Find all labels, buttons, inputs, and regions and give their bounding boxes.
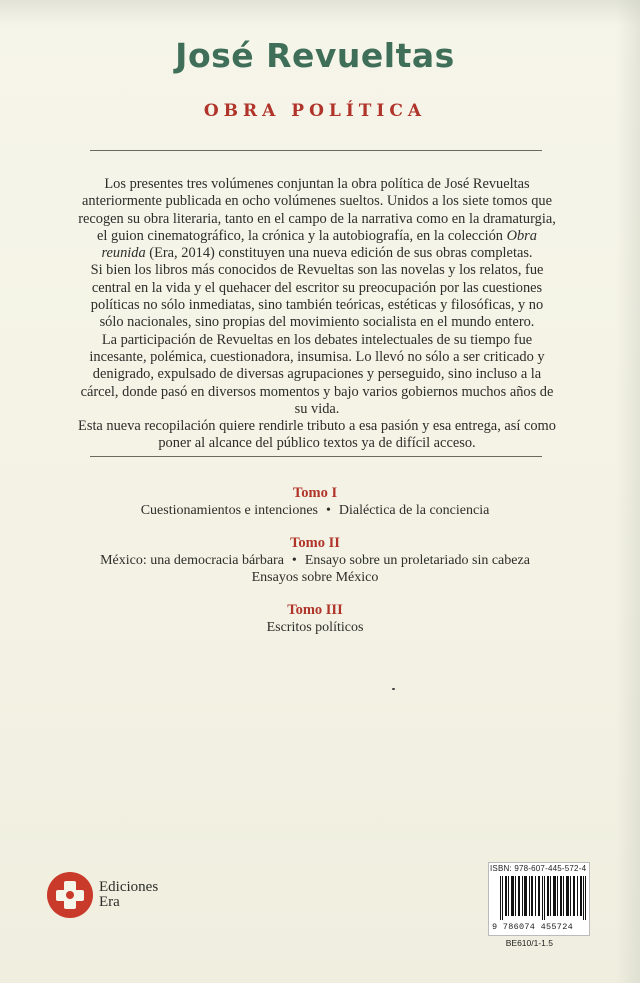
volume-title: Escritos políticos xyxy=(266,619,364,635)
paragraph-4: Esta nueva recopilación quiere rendirle tributo a esa pasión y esa entrega, así como poner al alcance del público textos ya de difícil acceso. xyxy=(78,418,556,452)
volume-2-titles xyxy=(0,552,630,570)
ediciones-era-logo-icon xyxy=(47,872,93,918)
publisher-imprint xyxy=(47,872,158,918)
description-text xyxy=(78,176,556,453)
bullet-separator: • xyxy=(291,552,297,568)
volume-title: Ensayos sobre México xyxy=(251,570,379,585)
volume-title: Ensayo sobre un proletariado sin cabeza xyxy=(304,552,530,568)
volume-2 xyxy=(0,534,630,587)
paragraph-1: Los presentes tres volúmenes conjuntan la obra política de José Revueltas anteriormente publicada en ocho volúmenes sueltos. Unidos a los siete tomos que recogen su obra literaria, tanto en el campo de la narrativa como en la dramaturgia, el guion cinematográfico, la crónica y la autobiografía, en la colección Obra reunida (Era, 2014) constituyen una nueva edición de sus obras completas. xyxy=(78,176,556,262)
barcode-digits: 9 786074 455724 xyxy=(492,922,574,932)
publisher-name: Ediciones Era xyxy=(99,878,159,910)
paragraph-2: Si bien los libros más conocidos de Revueltas son las novelas y los relatos, fue central en la vida y el quehacer del escritor su preocupación por las cuestiones políticas no sólo inmediatas, sino también teóricas, estéticas y filosóficas, y no sólo nacionales, sino propias del movimiento socialista en el mundo entero. xyxy=(90,262,544,331)
barcode-icon xyxy=(500,876,586,920)
volume-title: Dialéctica de la conciencia xyxy=(338,503,490,518)
volume-title: México: una democracia bárbara xyxy=(100,552,284,568)
paragraph-3: La participación de Revueltas en los debates intelectuales de su tiempo fue incesante, polémica, cuestionadora, insumisa. Lo llevó no sólo a ser criticado y denigrado, expulsado de diversas agrupaciones y perseguido, sino incluso a la cárcel, donde pasó en diversos momentos y bajo varios gobiernos muchos años de su vida. xyxy=(80,331,554,417)
volume-list xyxy=(0,484,630,650)
collection-title: Obra reunida xyxy=(101,227,537,262)
author-name: José Revueltas xyxy=(175,36,455,75)
print-speck xyxy=(392,688,395,690)
isbn-number: ISBN: 978-607-445-572-4 xyxy=(490,864,587,873)
volume-title: Cuestionamientos e intenciones xyxy=(140,503,318,518)
volume-3 xyxy=(0,601,630,637)
catalog-code: BE610/1-1.5 xyxy=(505,938,553,948)
bullet-separator: • xyxy=(325,503,331,518)
middle-divider xyxy=(90,456,542,457)
volume-1 xyxy=(0,484,630,520)
volume-1-titles xyxy=(0,502,630,520)
series-title: OBRA POLÍTICA xyxy=(203,101,427,121)
volume-2-heading: Tomo II xyxy=(290,534,340,551)
top-divider xyxy=(90,150,542,151)
volume-3-heading: Tomo III xyxy=(287,601,343,618)
volume-1-heading: Tomo I xyxy=(292,485,338,501)
